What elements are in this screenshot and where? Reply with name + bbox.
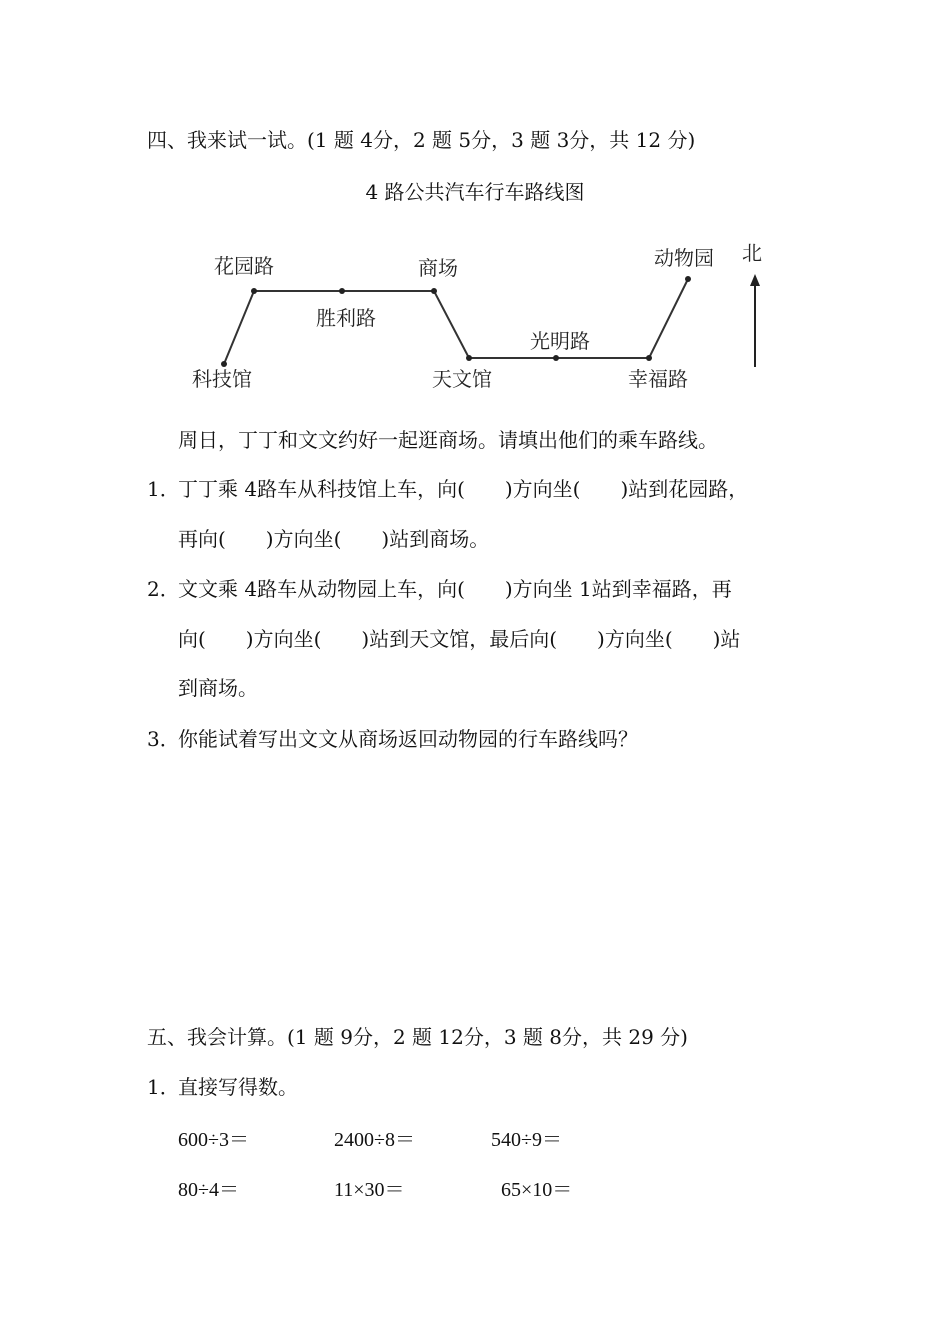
- question-2-line-1: [147, 575, 732, 603]
- calc-item: 600÷3＝: [178, 1129, 249, 1151]
- label-tianwen: 天文馆: [432, 367, 492, 391]
- calc-item: 2400÷8＝: [334, 1129, 415, 1151]
- question-number: 2．: [147, 577, 180, 601]
- route-map: [0, 230, 950, 400]
- question-text: 你能试着写出文文从商场返回动物园的行车路线吗？: [178, 727, 638, 751]
- stop-guangming: [553, 355, 559, 361]
- section4-intro: 周日，丁丁和文文约好一起逛商场。请填出他们的乘车路线。: [178, 428, 718, 452]
- label-xingfu: 幸福路: [628, 367, 688, 391]
- question-number: 1．: [147, 1075, 180, 1099]
- question-number: 3．: [147, 727, 180, 751]
- label-guangming: 光明路: [530, 329, 590, 353]
- north-arrow-icon: [750, 274, 760, 286]
- calc-item: 65×10＝: [501, 1179, 573, 1201]
- question-1-line-1: [147, 475, 748, 503]
- stop-shengli: [339, 288, 345, 294]
- question-3-line-1: [147, 725, 638, 753]
- question-2-line-2: 向( )方向坐( )站到天文馆，最后向( )方向坐( )站: [178, 627, 741, 651]
- question-text: 丁丁乘 4路车从科技馆上车，向( )方向坐( )站到花园路，: [178, 477, 749, 501]
- question-2-line-3: 到商场。: [178, 676, 258, 700]
- north-label: 北: [742, 241, 762, 265]
- bus-route-line: [224, 279, 688, 364]
- label-huayuan: 花园路: [214, 254, 274, 278]
- stop-tianwen: [466, 355, 472, 361]
- calc-item: 540÷9＝: [491, 1129, 562, 1151]
- label-shangchang: 商场: [418, 256, 458, 280]
- stop-xingfu: [646, 355, 652, 361]
- section4-heading: 四、我来试一试。(1 题 4分，2 题 5分，3 题 3分，共 12 分): [147, 128, 696, 152]
- stop-huayuan: [251, 288, 257, 294]
- stop-shangchang: [431, 288, 437, 294]
- calc-item: 11×30＝: [334, 1179, 405, 1201]
- calc-item: 80÷4＝: [178, 1179, 239, 1201]
- label-dongwuyuan: 动物园: [654, 246, 714, 270]
- question-number: 1．: [147, 477, 180, 501]
- section5-question-1: [147, 1073, 298, 1101]
- question-text: 文文乘 4路车从动物园上车，向( )方向坐 1站到幸福路，再: [178, 577, 732, 601]
- section5-heading: 五、我会计算。(1 题 9分，2 题 12分，3 题 8分，共 29 分): [147, 1025, 688, 1049]
- question-text: 直接写得数。: [178, 1075, 298, 1099]
- map-title: 4 路公共汽车行车路线图: [365, 180, 585, 204]
- stop-dongwuyuan: [685, 276, 691, 282]
- label-shengli: 胜利路: [316, 306, 376, 330]
- label-keji: 科技馆: [192, 367, 252, 391]
- question-1-line-2: 再向( )方向坐( )站到商场。: [178, 527, 490, 551]
